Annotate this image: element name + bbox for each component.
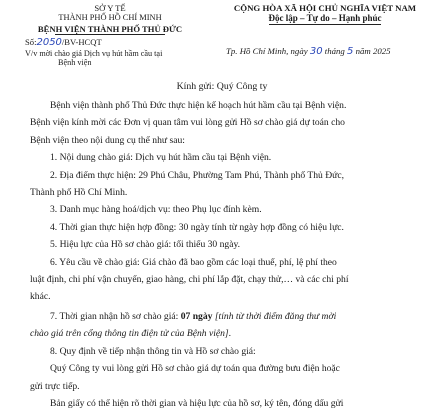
issuer-block: [10, 3, 210, 68]
item-3: 3. Danh mục hàng hoá/dịch vụ: theo Phụ lục đính kèm.: [50, 204, 262, 216]
handwritten-day: 30: [309, 46, 323, 57]
item-5: 5. Hiệu lực của Hồ sơ chào giá: tối thiểu 30 ngày.: [50, 239, 241, 251]
intro-line-1: Bệnh viện thành phố Thủ Đức thực hiện kế hoạch hút hầm cầu tại Bệnh viện.: [50, 100, 347, 111]
paper-copy-paragraph: Bản giấy có thể hiện rõ thời gian và hiệu lực của hồ sơ, ký tên, đóng dấu gửi: [50, 397, 344, 409]
nation-title: CỘNG HÒA XÃ HỘI CHỦ NGHĨA VIỆT NAM: [233, 3, 417, 13]
intro-line-3: Bệnh viện theo nội dung cụ thể như sau:: [30, 134, 185, 146]
national-motto: Độc lập – Tự do – Hạnh phúc: [268, 13, 382, 24]
item-6: 6. Yêu cầu về chào giá: Giá chào đã bao gồm các loại thuế, phí, lệ phí theo: [50, 256, 337, 268]
issuer-department: SỞ Y TẾ: [94, 3, 126, 13]
issuer-underline: [55, 34, 165, 35]
issuer-hospital: BỆNH VIỆN THÀNH PHỐ THỦ ĐỨC: [37, 23, 183, 34]
item-6-end: khác.: [30, 291, 51, 303]
national-heading: [212, 3, 438, 25]
subject-line-1: V/v mời chào giá Dịch vụ hút hầm cầu tại: [25, 48, 163, 58]
item-1: 1. Nội dung chào giá: Dịch vụ hút hầm cầu tại Bệnh viện.: [50, 152, 272, 164]
subject-line-2: Bệnh viện: [58, 58, 92, 68]
submission-paragraph: Quý Công ty vui lòng gửi Hồ sơ chào giá dự toán qua đường bưu điện hoặc: [50, 363, 340, 375]
greeting: Kính gửi: Quý Công ty: [176, 81, 268, 92]
item-8: 8. Quy định về tiếp nhận thông tin và Hồ sơ chào giá:: [50, 345, 256, 357]
item-7-continued: chào giá trên cổng thông tin điện tử của Bệnh viện].: [30, 328, 232, 340]
submission-period: 07 ngày: [180, 310, 213, 322]
date-line: Tp. Hồ Chí Minh, ngày 30 tháng 5 năm 2025: [226, 46, 391, 57]
intro-line-2: Bệnh viện kính mời các Đơn vị quan tâm vui lòng gửi Hồ sơ chào giá dự toán cho: [30, 117, 345, 129]
item-2-continued: Thành phố Hồ Chí Minh.: [30, 187, 128, 199]
issuer-city: THÀNH PHỐ HỒ CHÍ MINH: [58, 13, 162, 23]
item-4: 4. Thời gian thực hiện hợp đồng: 30 ngày tính từ ngày hợp đồng có hiệu lực.: [50, 221, 344, 233]
handwritten-doc-number: 2050: [36, 37, 62, 49]
letter-body: [30, 97, 440, 412]
item-2: 2. Địa điểm thực hiện: 29 Phú Châu, Phường Tam Phú, Thành phố Thủ Đức,: [50, 169, 344, 181]
document-number: Số:2050/BV-HCQT: [25, 37, 102, 49]
item-6-continued: luật định, chi phí vận chuyển, giao hàng, chi phí lắp đặt, chạy thử,… và các chi phí: [30, 274, 349, 286]
handwritten-month: 5: [347, 46, 354, 57]
motto-underline: [269, 24, 381, 25]
item-7: 7. Thời gian nhận hồ sơ chào giá: 07 ngày [tính từ thời điểm đăng thư mời: [50, 310, 337, 322]
submission-paragraph-end: gửi trực tiếp.: [30, 380, 80, 392]
